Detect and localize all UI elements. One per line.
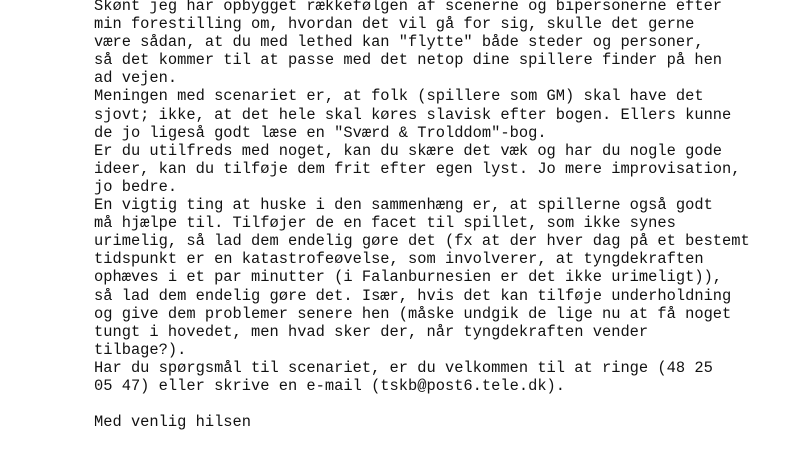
text-line: En vigtig ting at huske i den sammenhæng er, at spillerne også godt (94, 196, 713, 215)
text-line: Skønt jeg har opbygget rækkefølgen af scenerne og bipersonerne efter (94, 0, 723, 15)
text-line: ad vejen. (94, 69, 178, 88)
text-line: så lad dem endelig gøre det. Især, hvis det kan tilføje underholdning (94, 286, 732, 305)
blank-line (94, 395, 794, 413)
text-line: urimelig, så lad dem endelig gøre det (fx at der hver dag på et bestemt (94, 232, 750, 251)
text-line: 05 47) eller skrive en e-mail (tskb@post6.tele.dk). (94, 376, 566, 395)
text-line: Er du utilfreds med noget, kan du skære det væk og har du nogle gode (94, 141, 723, 160)
text-line: ophæves i et par minutter (i Falanburnesien er det ikke urimeligt)), (94, 268, 723, 287)
text-line: Meningen med scenariet er, at folk (spillere som GM) skal have det (94, 87, 704, 106)
text-line: de jo ligeså godt læse en "Sværd & Trolddom"-bog. (94, 123, 547, 142)
closing-line: Med venlig hilsen (94, 413, 252, 432)
text-line: sjovt; ikke, at det hele skal køres slavisk efter bogen. Ellers kunne (94, 105, 732, 124)
text-line: min forestilling om, hvordan det vil gå for sig, skulle det gerne (94, 15, 695, 34)
text-line: så det kommer til at passe med det netop dine spillere finder på hen (94, 51, 723, 70)
text-line: og give dem problemer senere hen (måske undgik de lige nu at få noget (94, 304, 732, 323)
text-line: ideer, kan du tilføje dem frit efter egen lyst. Jo mere improvisation, (94, 159, 741, 178)
text-line: være sådan, at du med lethed kan "flytte" både steder og personer, (94, 33, 704, 52)
document-body (94, 0, 794, 431)
text-line: tungt i hovedet, men hvad sker der, når tyngdekraften vender (94, 322, 649, 341)
text-line: tidspunkt er en katastrofeøvelse, som involverer, at tyngdekraften (94, 250, 704, 269)
text-line: Har du spørgsmål til scenariet, er du velkommen til at ringe (48 25 (94, 358, 713, 377)
text-line: jo bedre. (94, 177, 178, 196)
text-line: tilbage?). (94, 340, 187, 359)
text-line: må hjælpe til. Tilføjer de en facet til spillet, som ikke synes (94, 214, 676, 233)
